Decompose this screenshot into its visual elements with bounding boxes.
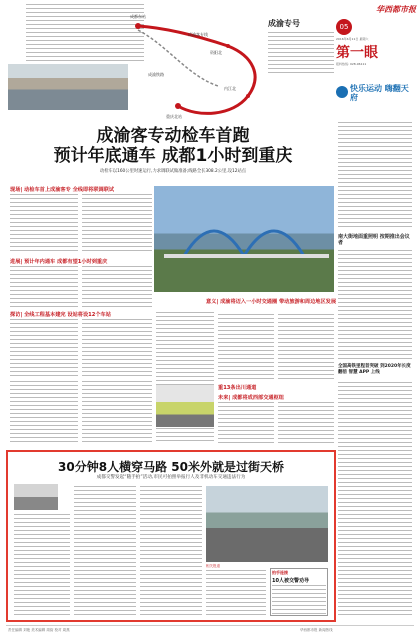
bridge-photo bbox=[154, 186, 334, 292]
right-col-text-1 bbox=[338, 122, 412, 230]
body-col-4a bbox=[10, 381, 78, 445]
masthead bbox=[336, 4, 416, 66]
section-title-5: 未来| 成都将成西部交通枢纽 bbox=[218, 395, 284, 401]
crossing-photo-large bbox=[206, 486, 328, 562]
section-title-3: 探访| 全线工程基本建完 设站将设12个车站 bbox=[10, 312, 111, 318]
hotline: 报料热线: 028-96111 bbox=[336, 62, 367, 66]
body-col-mid-e bbox=[278, 402, 334, 444]
main-headline bbox=[10, 126, 336, 174]
map-label-rail: 成渝铁路 bbox=[148, 72, 164, 77]
right-col-text-3 bbox=[338, 382, 412, 618]
bottom-side-box bbox=[270, 568, 328, 616]
map-info-box bbox=[268, 18, 334, 78]
map-info-title: 成渝专号 bbox=[268, 19, 300, 28]
body-col-4b bbox=[82, 381, 152, 445]
side-box-text bbox=[272, 585, 326, 615]
promo-title: 快乐运动 嗨翻天府 bbox=[350, 84, 409, 102]
side-box-line: 10人被交警劝导 bbox=[272, 578, 309, 584]
headline-sub: 动检车以160公里时速运行,力求调联试做准备;线路全长308.2公里,设12站点 bbox=[99, 169, 247, 174]
map-label-cqb: 重庆北站 bbox=[166, 114, 182, 119]
map-label-cdd: 成都东站 bbox=[130, 14, 146, 19]
map-label-line: 成渝客专线 bbox=[188, 32, 208, 37]
body-col-3b bbox=[82, 319, 152, 377]
body-col-1b bbox=[82, 194, 152, 254]
section-big-title: 第一眼 bbox=[336, 45, 378, 61]
body-col-2b bbox=[82, 266, 152, 308]
map-label-njb: 内江北 bbox=[224, 86, 236, 91]
paper-name: 华西都市报 bbox=[376, 5, 416, 14]
crossing-photo-small bbox=[14, 484, 58, 510]
station-photo bbox=[8, 64, 128, 110]
footer-right: 华西都市报 新闻热线 bbox=[300, 628, 333, 632]
map-info-text bbox=[268, 32, 334, 76]
bridge-arch-svg bbox=[154, 186, 334, 292]
route-map-svg bbox=[128, 6, 268, 134]
body-col-mid-c bbox=[278, 314, 334, 380]
page-number-badge bbox=[336, 19, 352, 35]
section-title-2: 进展| 预计年内通车 成都有望1小时到重庆 bbox=[10, 259, 108, 265]
footer-left: 责任编辑 刘艳 美术编辑 周韵 校对 周燕 bbox=[8, 628, 70, 632]
bottom-col-1 bbox=[14, 514, 70, 616]
side-box-title: 拍手连接 bbox=[272, 570, 288, 575]
headline-line2: 预计年底通车 成都1小时到重庆 bbox=[53, 146, 293, 166]
right-col-app-title: 全国高铁里程首突破 到2020年长度翻倍 智慧 APP 上线 bbox=[338, 364, 411, 375]
route-map bbox=[128, 6, 268, 134]
body-col-2a bbox=[10, 266, 78, 308]
bottom-subtitle: 成都交警发起“随手拍”活动,市民可拍照举报行人及非机动车交通违法行为 bbox=[96, 475, 246, 480]
map-label-zyb: 资阳北 bbox=[210, 50, 222, 55]
promo-box bbox=[336, 82, 416, 120]
right-col-text-2 bbox=[338, 250, 412, 360]
bottom-col-2 bbox=[74, 486, 136, 616]
headline-line1: 成渝客专动检车首跑 bbox=[96, 126, 250, 146]
photo-caption: 相关报道 bbox=[206, 564, 220, 568]
bottom-col-3 bbox=[140, 486, 202, 616]
body-col-3a bbox=[10, 319, 78, 377]
date-line: 2016年6月11日 星期六 bbox=[336, 37, 369, 41]
body-col-mid-d bbox=[218, 402, 274, 444]
promo-icon bbox=[336, 86, 348, 98]
right-col-mid-title: 南大街地面重照明 按期推出会议者 bbox=[338, 234, 410, 246]
page-number: 05 bbox=[339, 23, 349, 31]
bottom-title: 30分钟8人横穿马路 50米外就是过街天桥 bbox=[58, 460, 284, 474]
section-title-1: 现场| 动检车首上成渝客专 全线即将联调联试 bbox=[10, 187, 115, 193]
bottom-col-4 bbox=[206, 570, 266, 616]
section-title-6: 重13条出川通道 bbox=[218, 385, 257, 391]
bottom-article-box bbox=[6, 450, 336, 622]
body-col-1a bbox=[10, 194, 78, 254]
footer-rule bbox=[6, 625, 414, 626]
intro-text-block bbox=[26, 4, 144, 64]
body-col-mid-b bbox=[218, 314, 274, 380]
section-title-4: 意义| 成渝将迈入一小时交通圈 带动旅游和周边地区发展 bbox=[206, 299, 337, 305]
train-photo bbox=[156, 385, 214, 427]
